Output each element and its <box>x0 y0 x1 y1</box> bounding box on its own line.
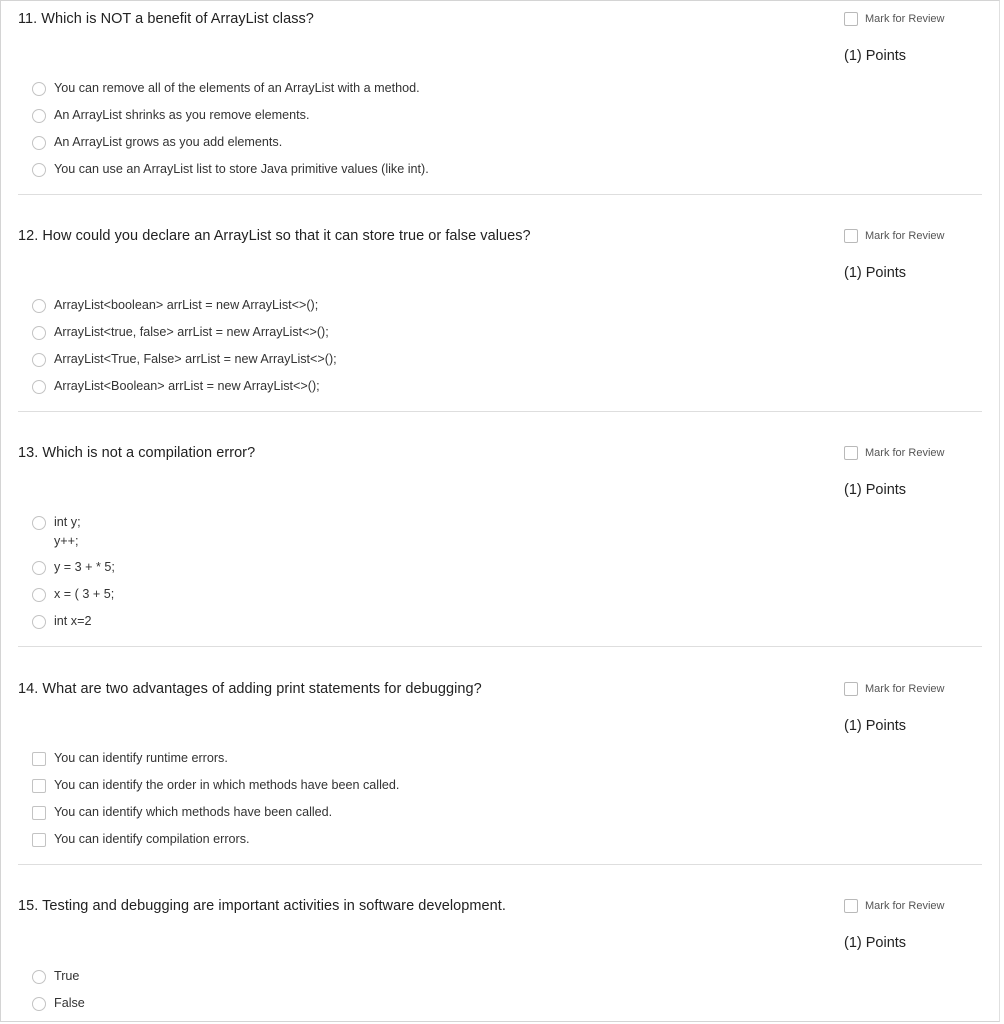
answer-option-text: ArrayList<true, false> arrList = new ArrayList<>(); <box>54 325 329 339</box>
answer-option[interactable] <box>32 325 337 352</box>
answer-option-text: True <box>54 969 80 983</box>
answer-options <box>32 298 337 406</box>
answer-option[interactable] <box>32 832 399 859</box>
question-title: 11. Which is NOT a benefit of ArrayList class? <box>18 11 314 27</box>
answer-option[interactable] <box>32 515 115 560</box>
mark-for-review-label: Mark for Review <box>865 230 945 242</box>
answer-option[interactable] <box>32 614 115 641</box>
answer-option-false[interactable] <box>32 996 85 1023</box>
answer-option-text: You can identify compilation errors. <box>54 832 250 846</box>
answer-option[interactable] <box>32 298 337 325</box>
answer-checkbox[interactable] <box>32 779 46 793</box>
mark-for-review-label: Mark for Review <box>865 683 945 695</box>
question-11 <box>18 11 982 195</box>
mark-for-review-checkbox[interactable] <box>844 12 858 26</box>
question-14 <box>18 681 982 865</box>
mark-for-review-checkbox[interactable] <box>844 899 858 913</box>
points-label: (1) Points <box>844 718 907 734</box>
radio-button[interactable] <box>32 82 46 96</box>
answer-option-text: y = 3 + * 5; <box>54 560 115 574</box>
answer-option[interactable] <box>32 379 337 406</box>
question-title: 13. Which is not a compilation error? <box>18 445 256 461</box>
mark-for-review-checkbox[interactable] <box>844 229 858 243</box>
question-title: 14. What are two advantages of adding print statements for debugging? <box>18 681 482 697</box>
answer-option[interactable] <box>32 805 399 832</box>
radio-button[interactable] <box>32 561 46 575</box>
mark-for-review[interactable] <box>844 229 944 243</box>
answer-options <box>32 969 85 1023</box>
code-line-2: y++; <box>54 534 79 548</box>
answer-options <box>32 515 115 641</box>
mark-for-review[interactable] <box>844 682 944 696</box>
answer-option[interactable] <box>32 560 115 587</box>
mark-for-review-checkbox[interactable] <box>844 682 858 696</box>
question-title: 12. How could you declare an ArrayList so that it can store true or false values? <box>18 228 531 244</box>
answer-option-text: You can identify which methods have been called. <box>54 805 333 819</box>
points-label: (1) Points <box>844 265 907 281</box>
radio-button[interactable] <box>32 136 46 150</box>
answer-option[interactable] <box>32 587 115 614</box>
answer-option-text: An ArrayList shrinks as you remove elements. <box>54 108 310 122</box>
radio-button[interactable] <box>32 588 46 602</box>
answer-option-text <box>54 513 81 551</box>
answer-option[interactable] <box>32 352 337 379</box>
radio-button[interactable] <box>32 516 46 530</box>
answer-option-text: You can use an ArrayList list to store Java primitive values (like int). <box>54 162 429 176</box>
mark-for-review[interactable] <box>844 12 944 26</box>
answer-option[interactable] <box>32 81 429 108</box>
answer-option[interactable] <box>32 108 429 135</box>
mark-for-review-label: Mark for Review <box>865 13 945 25</box>
mark-for-review-label: Mark for Review <box>865 900 945 912</box>
radio-button[interactable] <box>32 380 46 394</box>
mark-for-review-checkbox[interactable] <box>844 446 858 460</box>
answer-option-text: You can identify runtime errors. <box>54 751 228 765</box>
answer-option-text: x = ( 3 + 5; <box>54 587 115 601</box>
question-15 <box>18 898 982 1018</box>
answer-option-text: You can identify the order in which methods have been called. <box>54 778 400 792</box>
mark-for-review[interactable] <box>844 446 944 460</box>
question-13 <box>18 445 982 647</box>
answer-checkbox[interactable] <box>32 806 46 820</box>
question-12 <box>18 228 982 412</box>
answer-option-text: ArrayList<boolean> arrList = new ArrayList<>(); <box>54 298 319 312</box>
radio-button[interactable] <box>32 326 46 340</box>
answer-option-text: ArrayList<True, False> arrList = new ArrayList<>(); <box>54 352 337 366</box>
points-label: (1) Points <box>844 935 907 951</box>
radio-button[interactable] <box>32 299 46 313</box>
answer-options <box>32 751 399 859</box>
answer-option-text: An ArrayList grows as you add elements. <box>54 135 283 149</box>
answer-checkbox[interactable] <box>32 752 46 766</box>
code-line-1: int y; <box>54 515 81 529</box>
radio-button[interactable] <box>32 163 46 177</box>
answer-options <box>32 81 429 189</box>
answer-option-true[interactable] <box>32 969 85 996</box>
radio-button[interactable] <box>32 970 46 984</box>
answer-option[interactable] <box>32 751 399 778</box>
answer-option[interactable] <box>32 162 429 189</box>
answer-checkbox[interactable] <box>32 833 46 847</box>
radio-button[interactable] <box>32 109 46 123</box>
mark-for-review[interactable] <box>844 899 944 913</box>
radio-button[interactable] <box>32 353 46 367</box>
mark-for-review-label: Mark for Review <box>865 447 945 459</box>
answer-option[interactable] <box>32 778 399 805</box>
answer-option[interactable] <box>32 135 429 162</box>
question-title: 15. Testing and debugging are important activities in software development. <box>18 898 506 914</box>
answer-option-text: False <box>54 996 85 1010</box>
points-label: (1) Points <box>844 48 907 64</box>
radio-button[interactable] <box>32 997 46 1011</box>
points-label: (1) Points <box>844 482 907 498</box>
answer-option-text: int x=2 <box>54 614 92 628</box>
radio-button[interactable] <box>32 615 46 629</box>
answer-option-text: ArrayList<Boolean> arrList = new ArrayList<>(); <box>54 379 320 393</box>
answer-option-text: You can remove all of the elements of an ArrayList with a method. <box>54 81 420 95</box>
